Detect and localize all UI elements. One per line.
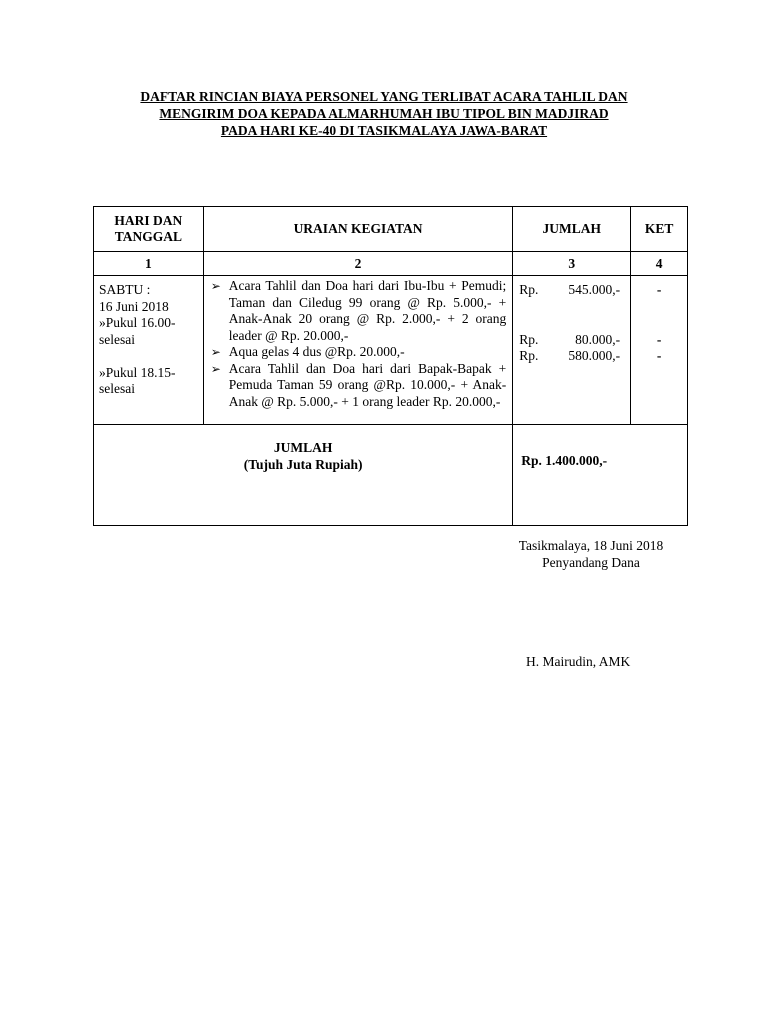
header-day-date-line1: HARI DAN [114,213,183,228]
note-cell [631,276,688,425]
total-label: JUMLAH [273,440,333,455]
header-note: KET [631,207,688,252]
activity-list [204,278,513,410]
amount-line [519,315,624,332]
column-number-3: 3 [513,252,631,276]
note-value [631,299,687,316]
cost-table [93,206,688,526]
note-value [631,315,687,332]
amount-currency: Rp. [519,282,539,297]
date-line [99,348,199,365]
amount-line [519,332,624,349]
date-line: »Pukul 16.00- [99,315,176,330]
signature-block [476,537,706,571]
note-value: - [656,282,662,297]
column-number-row [94,252,688,276]
amount-value [543,299,624,316]
amount-line [519,348,624,365]
date-line: selesai [99,331,135,347]
total-label-cell [94,425,513,526]
activity-text: Acara Tahlil dan Doa hari dari Ibu-Ibu + Pemudi; Taman dan Ciledug 99 orang @ Rp. 5.000,- + Anak-Anak 20 orang @ Rp. 2.000,- + 2 orang leader @ Rp. 20.000,- [228,278,507,343]
column-number-4: 4 [631,252,688,276]
amount-currency [519,299,543,316]
amount-line [519,282,624,299]
arrow-bullet-icon: ➢ [210,345,221,359]
total-value: Rp. 1.400.000,- [513,425,688,526]
amount-currency: Rp. [519,348,539,363]
activity-cell [203,276,513,425]
amount-currency: Rp. [519,331,539,347]
table-header-row [94,207,688,252]
total-row [94,425,688,526]
title-line-2: MENGIRIM DOA KEPADA ALMARHUMAH IBU TIPOL BIN MADJIRAD [159,106,609,121]
amount-value: 80.000,- [575,331,621,347]
amount-currency [519,315,543,332]
note-value: - [656,331,662,347]
column-number-1: 1 [94,252,204,276]
activity-text: Acara Tahlil dan Doa hari dari Bapak-Bapak + Pemuda Taman 59 orang @Rp. 10.000,- + Anak-Anak @ Rp. 5.000,- + 1 orang leader Rp. 20.000,- [228,360,507,409]
note-value: - [656,348,662,363]
header-day-date [94,207,204,252]
arrow-bullet-icon: ➢ [210,279,221,293]
place-date: Tasikmalaya, 18 Juni 2018 [518,538,664,553]
table-row [94,276,688,425]
signer-role: Penyandang Dana [542,555,640,570]
list-item [211,361,507,411]
date-line: selesai [99,381,135,396]
list-item [211,278,507,344]
document-title [90,88,678,139]
amount-line [519,299,624,316]
activity-text: Aqua gelas 4 dus @Rp. 20.000,- [228,344,405,359]
amount-cell [513,276,631,425]
amount-value: 545.000,- [568,282,621,297]
date-line: SABTU : [99,282,151,297]
date-line: 16 Juni 2018 [99,298,169,314]
signer-name: H. Mairudin, AMK [526,654,631,669]
title-line-1: DAFTAR RINCIAN BIAYA PERSONEL YANG TERLIBAT ACARA TAHLIL DAN [140,89,628,104]
amount-value: 580.000,- [568,348,621,363]
header-amount: JUMLAH [513,207,631,252]
date-cell [94,276,204,425]
date-line: »Pukul 18.15- [99,364,176,380]
list-item [211,344,507,361]
total-words: (Tujuh Juta Rupiah) [243,457,363,472]
amount-value [543,315,624,332]
header-day-date-line2: TANGGAL [114,229,182,244]
column-number-2: 2 [203,252,513,276]
title-line-3: PADA HARI KE-40 DI TASIKMALAYA JAWA-BARAT [220,123,548,138]
arrow-bullet-icon: ➢ [210,361,221,376]
header-activity: URAIAN KEGIATAN [203,207,513,252]
